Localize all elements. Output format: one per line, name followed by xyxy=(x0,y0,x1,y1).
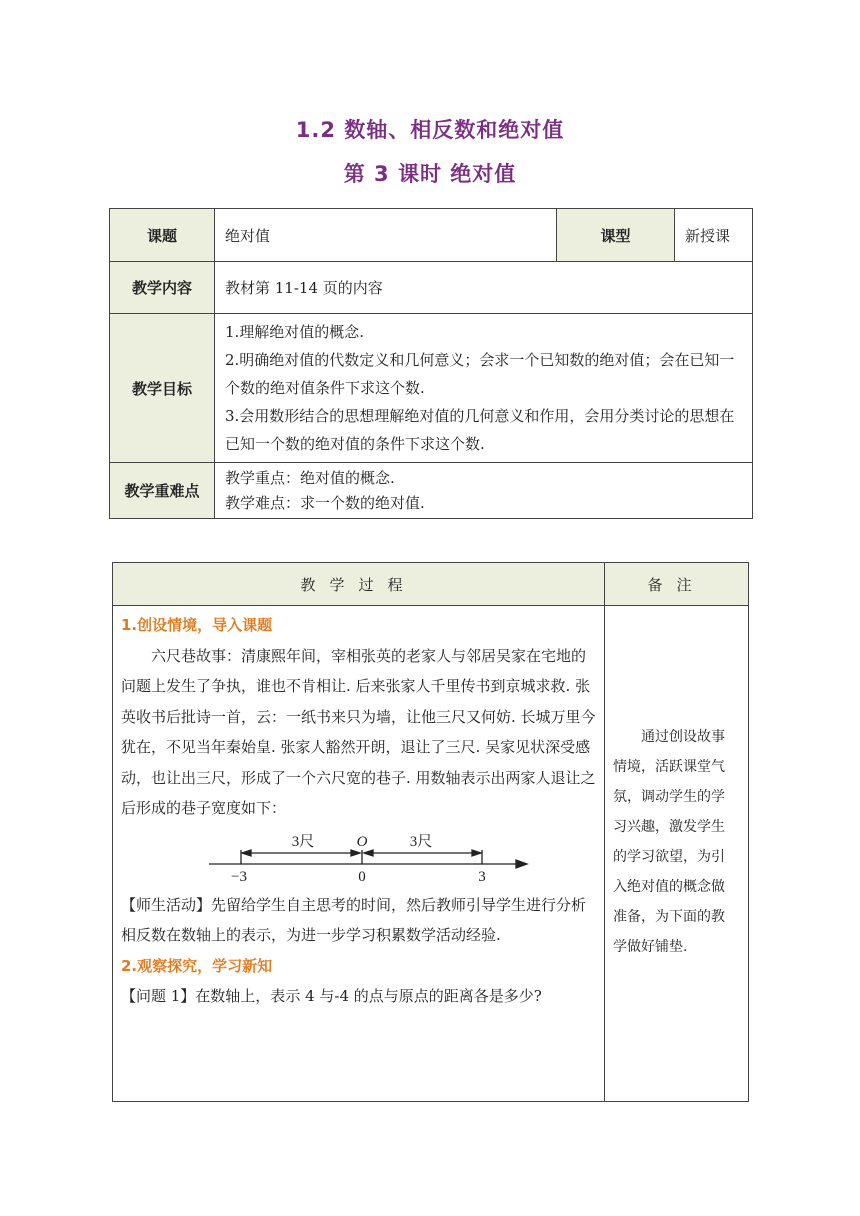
tick-label-neg3: −3 xyxy=(231,868,247,885)
tick-label-0: 0 xyxy=(358,868,366,885)
lesson-info-table xyxy=(109,208,753,519)
process-content xyxy=(113,606,605,1102)
goal-item: 2.明确绝对值的代数定义和几何意义；会求一个已知数的绝对值；会在已知一个数的绝对值条件下求这个数. xyxy=(225,351,735,397)
goal-item: 1.理解绝对值的概念. xyxy=(225,323,365,341)
content-label: 教学内容 xyxy=(110,262,215,314)
question-paragraph: 【问题 1】在数轴上，表示 4 与-4 的点与原点的距离各是多少? xyxy=(121,987,542,1005)
key-points-label: 教学重难点 xyxy=(110,463,215,519)
number-line-diagram xyxy=(205,826,535,888)
distance-label-left: 3尺 xyxy=(291,833,315,850)
key-points xyxy=(215,463,753,519)
origin-label: O xyxy=(356,833,368,850)
arrowhead xyxy=(364,850,373,856)
content-value: 教材第 11-14 页的内容 xyxy=(215,262,753,314)
arrowhead xyxy=(351,850,360,856)
section-heading: 2.观察探究，学习新知 xyxy=(121,956,273,975)
arrowhead xyxy=(472,850,481,856)
axis-arrow xyxy=(516,860,527,868)
type-label: 课型 xyxy=(557,209,675,262)
note-cell xyxy=(605,606,749,1102)
arrowhead xyxy=(242,850,251,856)
page-title: 1.2 数轴、相反数和绝对值 xyxy=(295,118,565,142)
key-point-item: 教学重点：绝对值的概念. xyxy=(225,468,395,487)
teaching-process-table xyxy=(112,562,749,1102)
goals-label: 教学目标 xyxy=(110,314,215,463)
note-text: 通过创设故事情境，活跃课堂气氛，调动学生的学习兴趣，激发学生的学习欲望，为引入绝对值的概念做准备，为下面的教学做好铺垫. xyxy=(613,729,725,955)
activity-paragraph: 【师生活动】先留给学生自主思考的时间，然后教师引导学生进行分析相反数在数轴上的表示，为进一步学习积累数学活动经验. xyxy=(121,895,587,944)
story-paragraph: 六尺巷故事：清康熙年间，宰相张英的老家人与邻居吴家在宅地的问题上发生了争执，谁也不肯相让. 后来张家人千里传书到京城求救. 张英收书后批诗一首，云：一纸书来只为墙，让他三尺又何妨. 长城万里今犹在，不见当年秦始皇. 张家人豁然开朗，退让了三尺. 吴家见状深受感动，也让出三尺，形成了一个六尺宽的巷子. 用数轴表示出两家人退让之后形成的巷子宽度如下： xyxy=(121,646,596,817)
goals-list xyxy=(215,314,753,463)
note-header: 备注 xyxy=(605,563,749,606)
topic-value: 绝对值 xyxy=(215,209,557,262)
goal-item: 3.会用数形结合的思想理解绝对值的几何意义和作用，会用分类讨论的思想在已知一个数的绝对值的条件下求这个数. xyxy=(225,407,735,453)
tick-label-3: 3 xyxy=(478,868,486,885)
process-header: 教学过程 xyxy=(113,563,605,606)
type-value: 新授课 xyxy=(675,209,753,262)
lesson-subtitle: 第 3 课时 绝对值 xyxy=(343,162,517,186)
key-point-item: 教学难点：求一个数的绝对值. xyxy=(225,493,425,512)
topic-label: 课题 xyxy=(110,209,215,262)
distance-label-right: 3尺 xyxy=(409,833,433,850)
section-heading: 1.创设情境，导入课题 xyxy=(121,616,273,634)
